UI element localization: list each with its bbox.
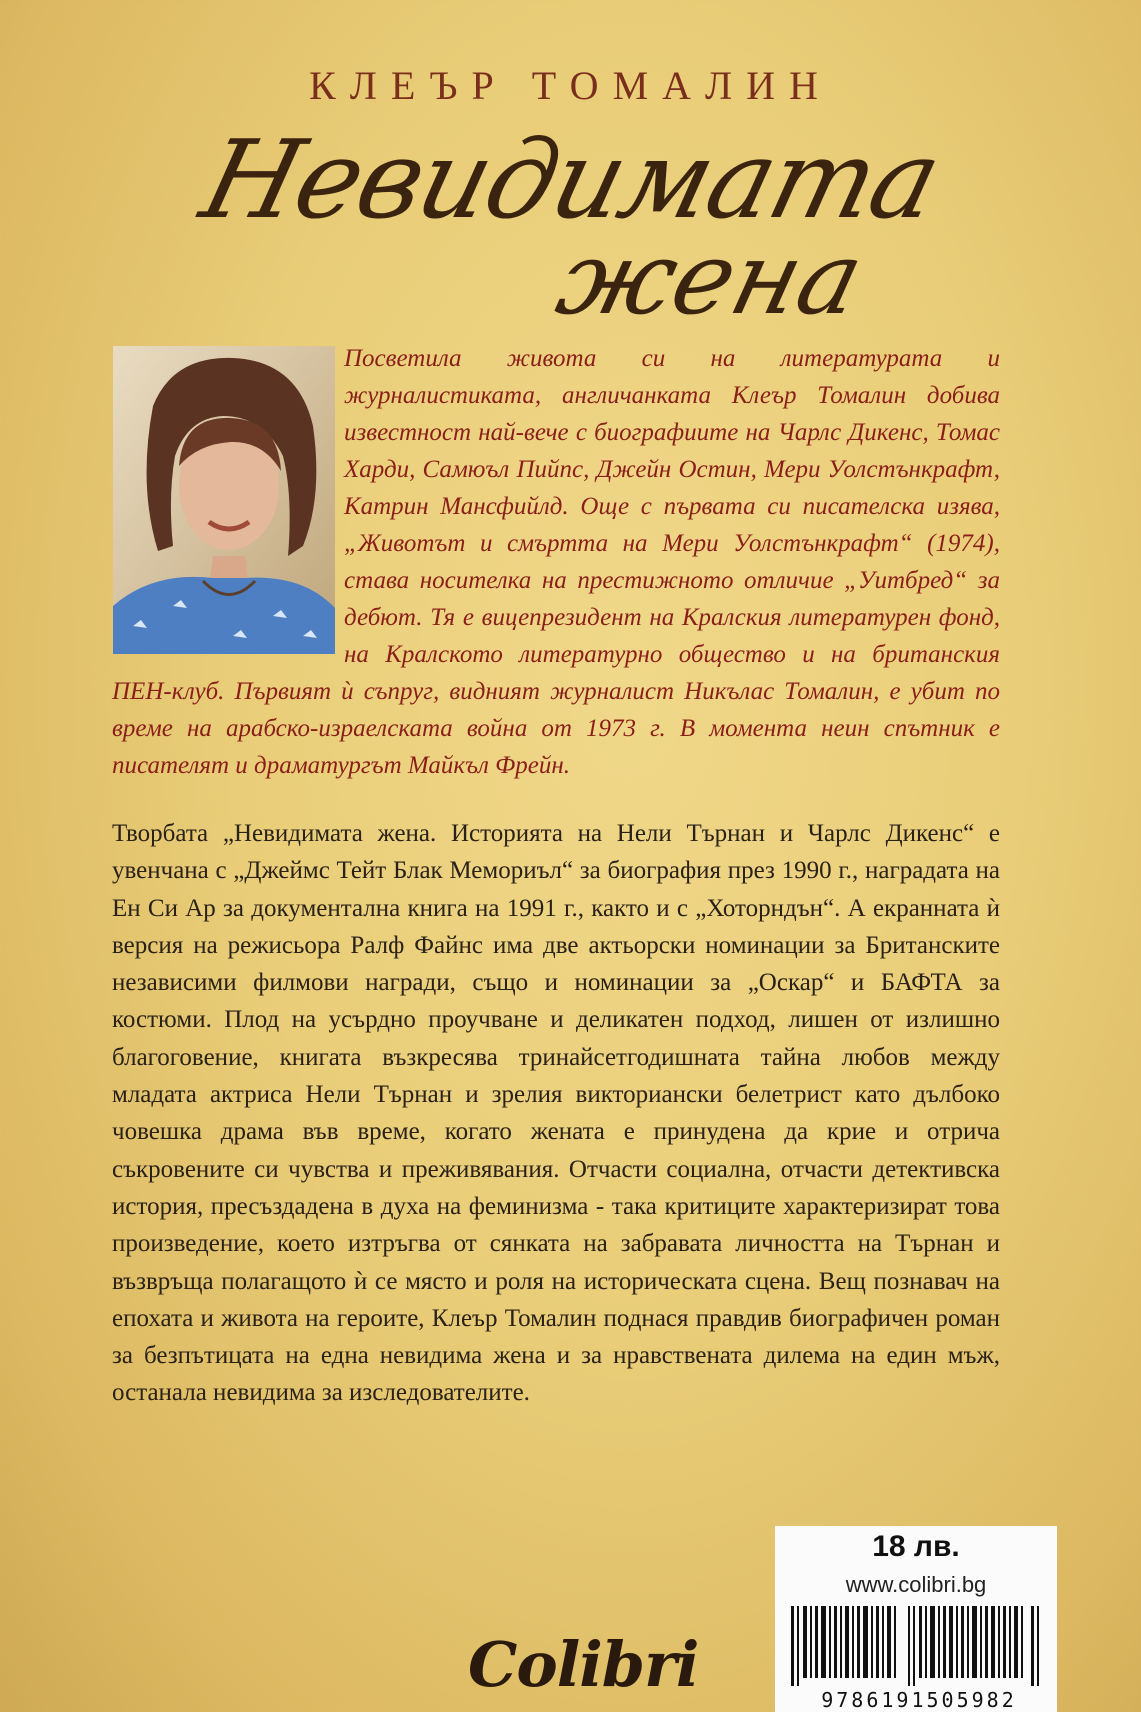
price-sticker [775,1526,1057,1712]
price-label: 18 лв. [872,1530,960,1563]
publisher-logo: Colibri [468,1628,699,1701]
barcode [791,1606,1041,1686]
author-name: КЛЕЪР ТОМАЛИН [309,63,832,108]
photo-spacer [112,340,344,656]
publisher-website: www.colibri.bg [845,1572,987,1597]
book-title-line2: жена [546,220,875,337]
isbn-number: 9786191505982 [821,1688,1017,1712]
book-title-line1: Невидимата [190,118,951,243]
author-bio-text: Посветила живота си на литературата и журналистиката, англичанката Клеър Томалин добива известност най-вече с биографиите на Чарлс Дикенс, Томас Харди, Самюъл Пийпс, Джейн Остин, Мери Уолстънкрафт, Катрин Мансфийлд. Още с първата си писателска изява, „Животът и смъртта на Мери Уолстънкрафт“ (1974), става носителка на престижното отличие „Уитбред“ за дебют. Тя е вицепрезидент на Кралския литературен фонд, на Кралското литературно общество и на британския ПЕН-клуб. Първият ѝ съпруг, видният журналист Никълас Томалин, е убит по време на арабско-израелската война от 1973 г. В момента неин спътник е писателят и драматургът Майкъл Фрейн. [112,345,1000,779]
author-bio [112,340,1000,784]
book-description: Творбата „Невидимата жена. Историята на Нели Търнан и Чарлс Дикенс“ е увенчана с „Джеймс Тейт Блак Мемориъл“ за биография през 1990 г., наградата на Ен Си Ар за документална книга на 1991 г., както и с „Хоторндън“. А екранната ѝ версия на режисьора Ралф Файнс има две актьорски номинации за Британските независими филмови награди, също и номинации за „Оскар“ и БАФТА за костюми. Плод на усърдно проучване и деликатен подход, лишен от излишно благоговение, книгата възкресява тринайсетгодишната тайна любов между младата актриса Нели Търнан и зрелия викториански белетрист като дълбоко човешка драма във време, когато жената е принудена да крие и отрича съкровените си чувства и преживявания. Отчасти социална, отчасти детективска история, пресъздадена в духа на феминизма - така критиците характеризират това произведение, което изтръгва от сянката на забравата личността на Търнан и възвръща полагащото ѝ се място и роля на историческата сцена. Вещ познавач на епохата и живота на героите, Клеър Томалин поднася правдив биографичен роман за безпътицата на една невидима жена и за нравствената дилема на един мъж, останала невидима за изследователите. [112,820,1000,1407]
